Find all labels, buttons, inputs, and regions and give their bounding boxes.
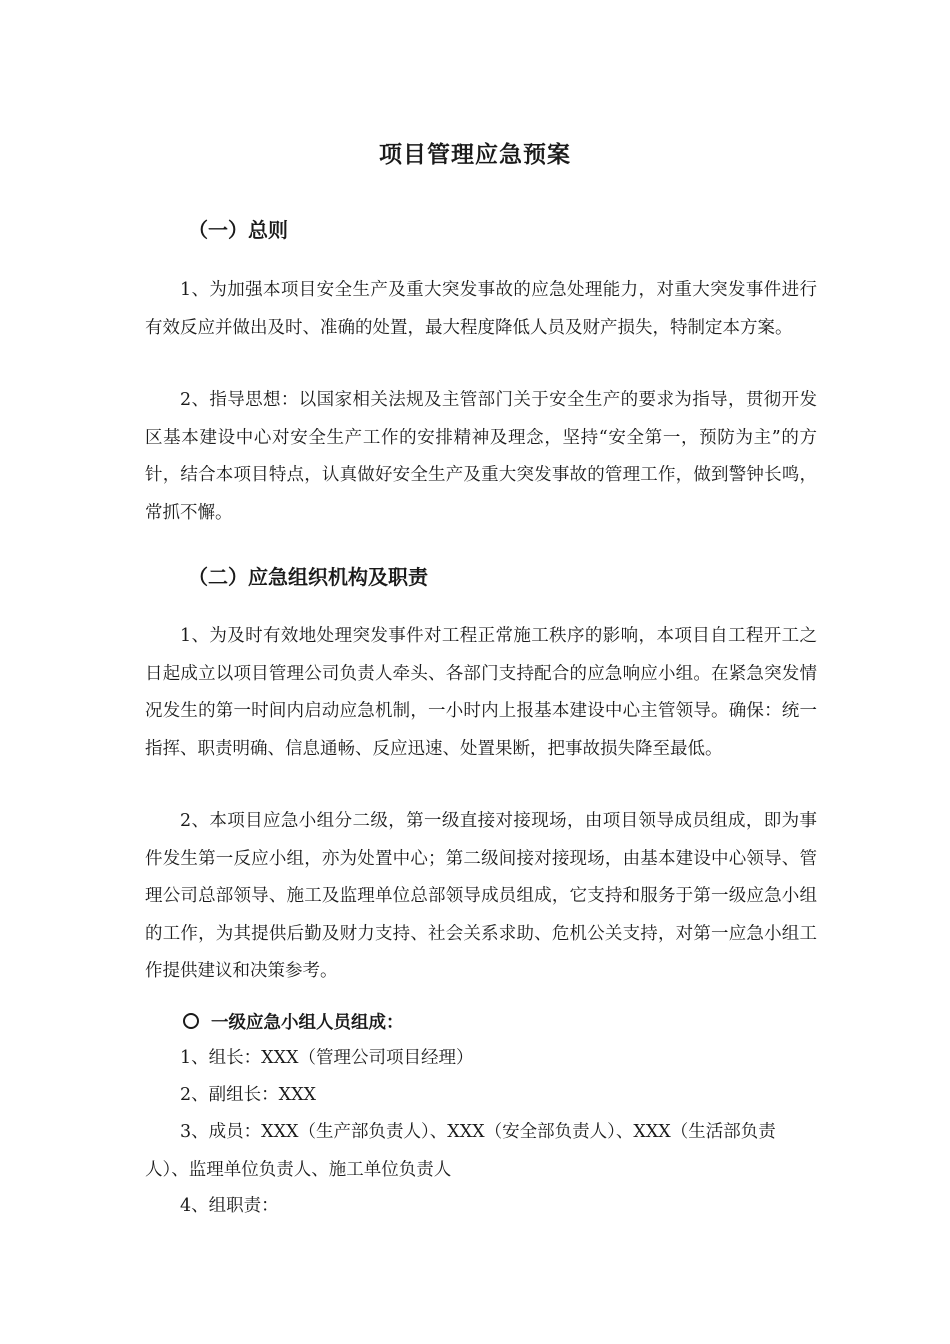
paragraph: 2、指导思想：以国家相关法规及主管部门关于安全生产的要求为指导，贯彻开发区基本建设中心对安全生产工作的安排精神及理念，坚持“安全第一，预防为主”的方针，结合本项目特点，认真做好安全生产及重大突发事故的管理工作，做到警钟长鸣，常抓不懈。 [145,390,817,523]
document-title: 项目管理应急预案 [379,142,571,168]
section-heading-organization: （二）应急组织机构及职责 [188,565,428,589]
subheading-first-level-team [183,1005,404,1043]
list-item: 4、组职责： [180,1196,279,1216]
paragraph: 2、本项目应急小组分二级，第一级直接对接现场，由项目领导成员组成，即为事件发生第一反应小组，亦为处置中心；第二级间接对接现场，由基本建设中心领导、管理公司总部领导、施工及监理单位总部领导成员组成，它支持和服务于第一级应急小组的工作，为其提供后勤及财力支持、社会关系求助、危机公关支持，对第一应急小组工作提供建议和决策参考。 [145,811,817,981]
paragraph: 1、为及时有效地处理突发事件对工程正常施工秩序的影响，本项目自工程开工之日起成立以项目管理公司负责人牵头、各部门支持配合的应急响应小组。在紧急突发情况发生的第一时间内启动应急机制，一小时内上报基本建设中心主管领导。确保：统一指挥、职责明确、信息通畅、反应迅速、处置果断，把事故损失降至最低。 [145,626,817,759]
list-item: 2、副组长：XXX [180,1085,317,1105]
paragraph: 1、为加强本项目安全生产及重大突发事故的应急处理能力，对重大突发事件进行有效反应并做出及时、准确的处置，最大程度降低人员及财产损失，特制定本方案。 [145,280,817,338]
list-item: 1、组长：XXX（管理公司项目经理） [180,1048,474,1068]
circle-bullet-icon [183,1013,199,1029]
subheading-text: 一级应急小组人员组成： [211,1013,404,1033]
list-item: 3、成员：XXX（生产部负责人）、XXX（安全部负责人）、XXX（生活部负责人）、监理单位负责人、施工单位负责人 [145,1122,776,1180]
section-heading-general: （一）总则 [188,218,288,242]
